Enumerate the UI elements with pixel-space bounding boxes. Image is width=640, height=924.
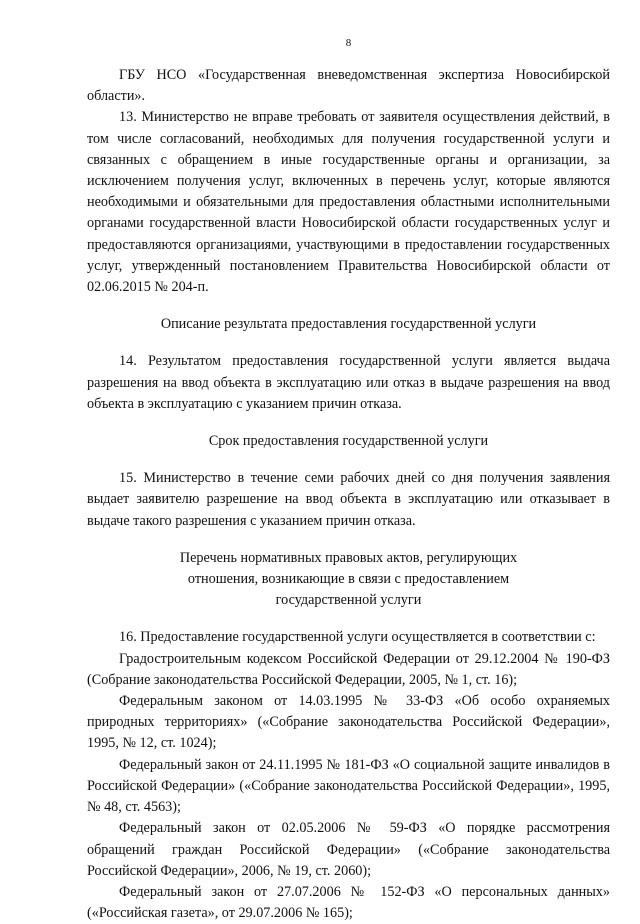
section-heading-acts-line-2: отношения, возникающие в связи с предоставлением	[187, 571, 510, 588]
section-heading-acts-line-1: Перечень нормативных правовых актов, регулирующих	[179, 549, 518, 566]
section-heading-term: Срок предоставления государственной услуги	[208, 433, 489, 450]
paragraph-14: 14. Результатом предоставления государственной услуги является выдача разрешения на ввод объекта в эксплуатацию или отказ в выдаче разрешения на ввод объекта в эксплуатацию с указанием причин отказа.	[87, 353, 610, 412]
paragraph-16: 16. Предоставление государственной услуги осуществляется в соответствии с:	[119, 629, 596, 646]
law-item-2: Федеральным законом от 14.03.1995 № 33-ФЗ «Об особо охраняемых природных территориях» («Собрание законодательства Российской Федерации», 1995, № 12, ст. 1024);	[87, 693, 610, 752]
law-item-5: Федеральный закон от 27.07.2006 № 152-ФЗ «О персональных данных» («Российская газета», от 29.07.2006 № 165);	[87, 883, 610, 922]
law-item-1: Градостроительным кодексом Российской Федерации от 29.12.2004 № 190-ФЗ (Собрание законодательства Российской Федерации, 2005, № 1, ст. 16);	[87, 650, 610, 688]
page-number: 8	[345, 37, 352, 49]
paragraph-12-tail: ГБУ НСО «Государственная вневедомственная экспертиза Новосибирской области».	[87, 67, 610, 105]
paragraph-13: 13. Министерство не вправе требовать от заявителя осуществления действий, в том числе согласований, необходимых для получения государственной услуги и связанных с обращением в иные государственные органы и организации, за исключением получения услуг, включенных в перечень услуг, которые являются необходимыми и обязательными для предоставления областными исполнительными органами государственной власти Новосибирской области государственных услуг и предоставляются организациями, участвующими в предоставлении государственных услуг, утвержденный постановлением Правительства Новосибирской области от 02.06.2015 № 204-п.	[87, 109, 610, 296]
section-heading-acts-line-3: государственной услуги	[275, 592, 422, 609]
law-item-4: Федеральный закон от 02.05.2006 № 59-ФЗ «О порядке рассмотрения обращений граждан Российской Федерации» («Собрание законодательства Российской Федерации», 2006, № 19, ст. 2060);	[87, 820, 610, 879]
spacer	[87, 335, 610, 351]
document-page	[87, 36, 610, 924]
section-heading-result: Описание результата предоставления государственной услуги	[160, 316, 537, 333]
spacer	[87, 611, 610, 627]
law-item-3: Федеральный закон от 24.11.1995 № 181-ФЗ «О социальной защите инвалидов в Российской Федерации» («Собрание законодательства Российской Федерации», 1995, № 48, ст. 4563);	[87, 756, 610, 816]
spacer	[87, 452, 610, 468]
spacer	[87, 298, 610, 314]
spacer	[87, 532, 610, 548]
paragraph-15: 15. Министерство в течение семи рабочих дней со дня получения заявления выдает заявителю разрешение на ввод объекта в эксплуатацию или отказывает в выдаче такого разрешения с указанием причин отказа.	[87, 470, 610, 529]
spacer	[87, 415, 610, 431]
